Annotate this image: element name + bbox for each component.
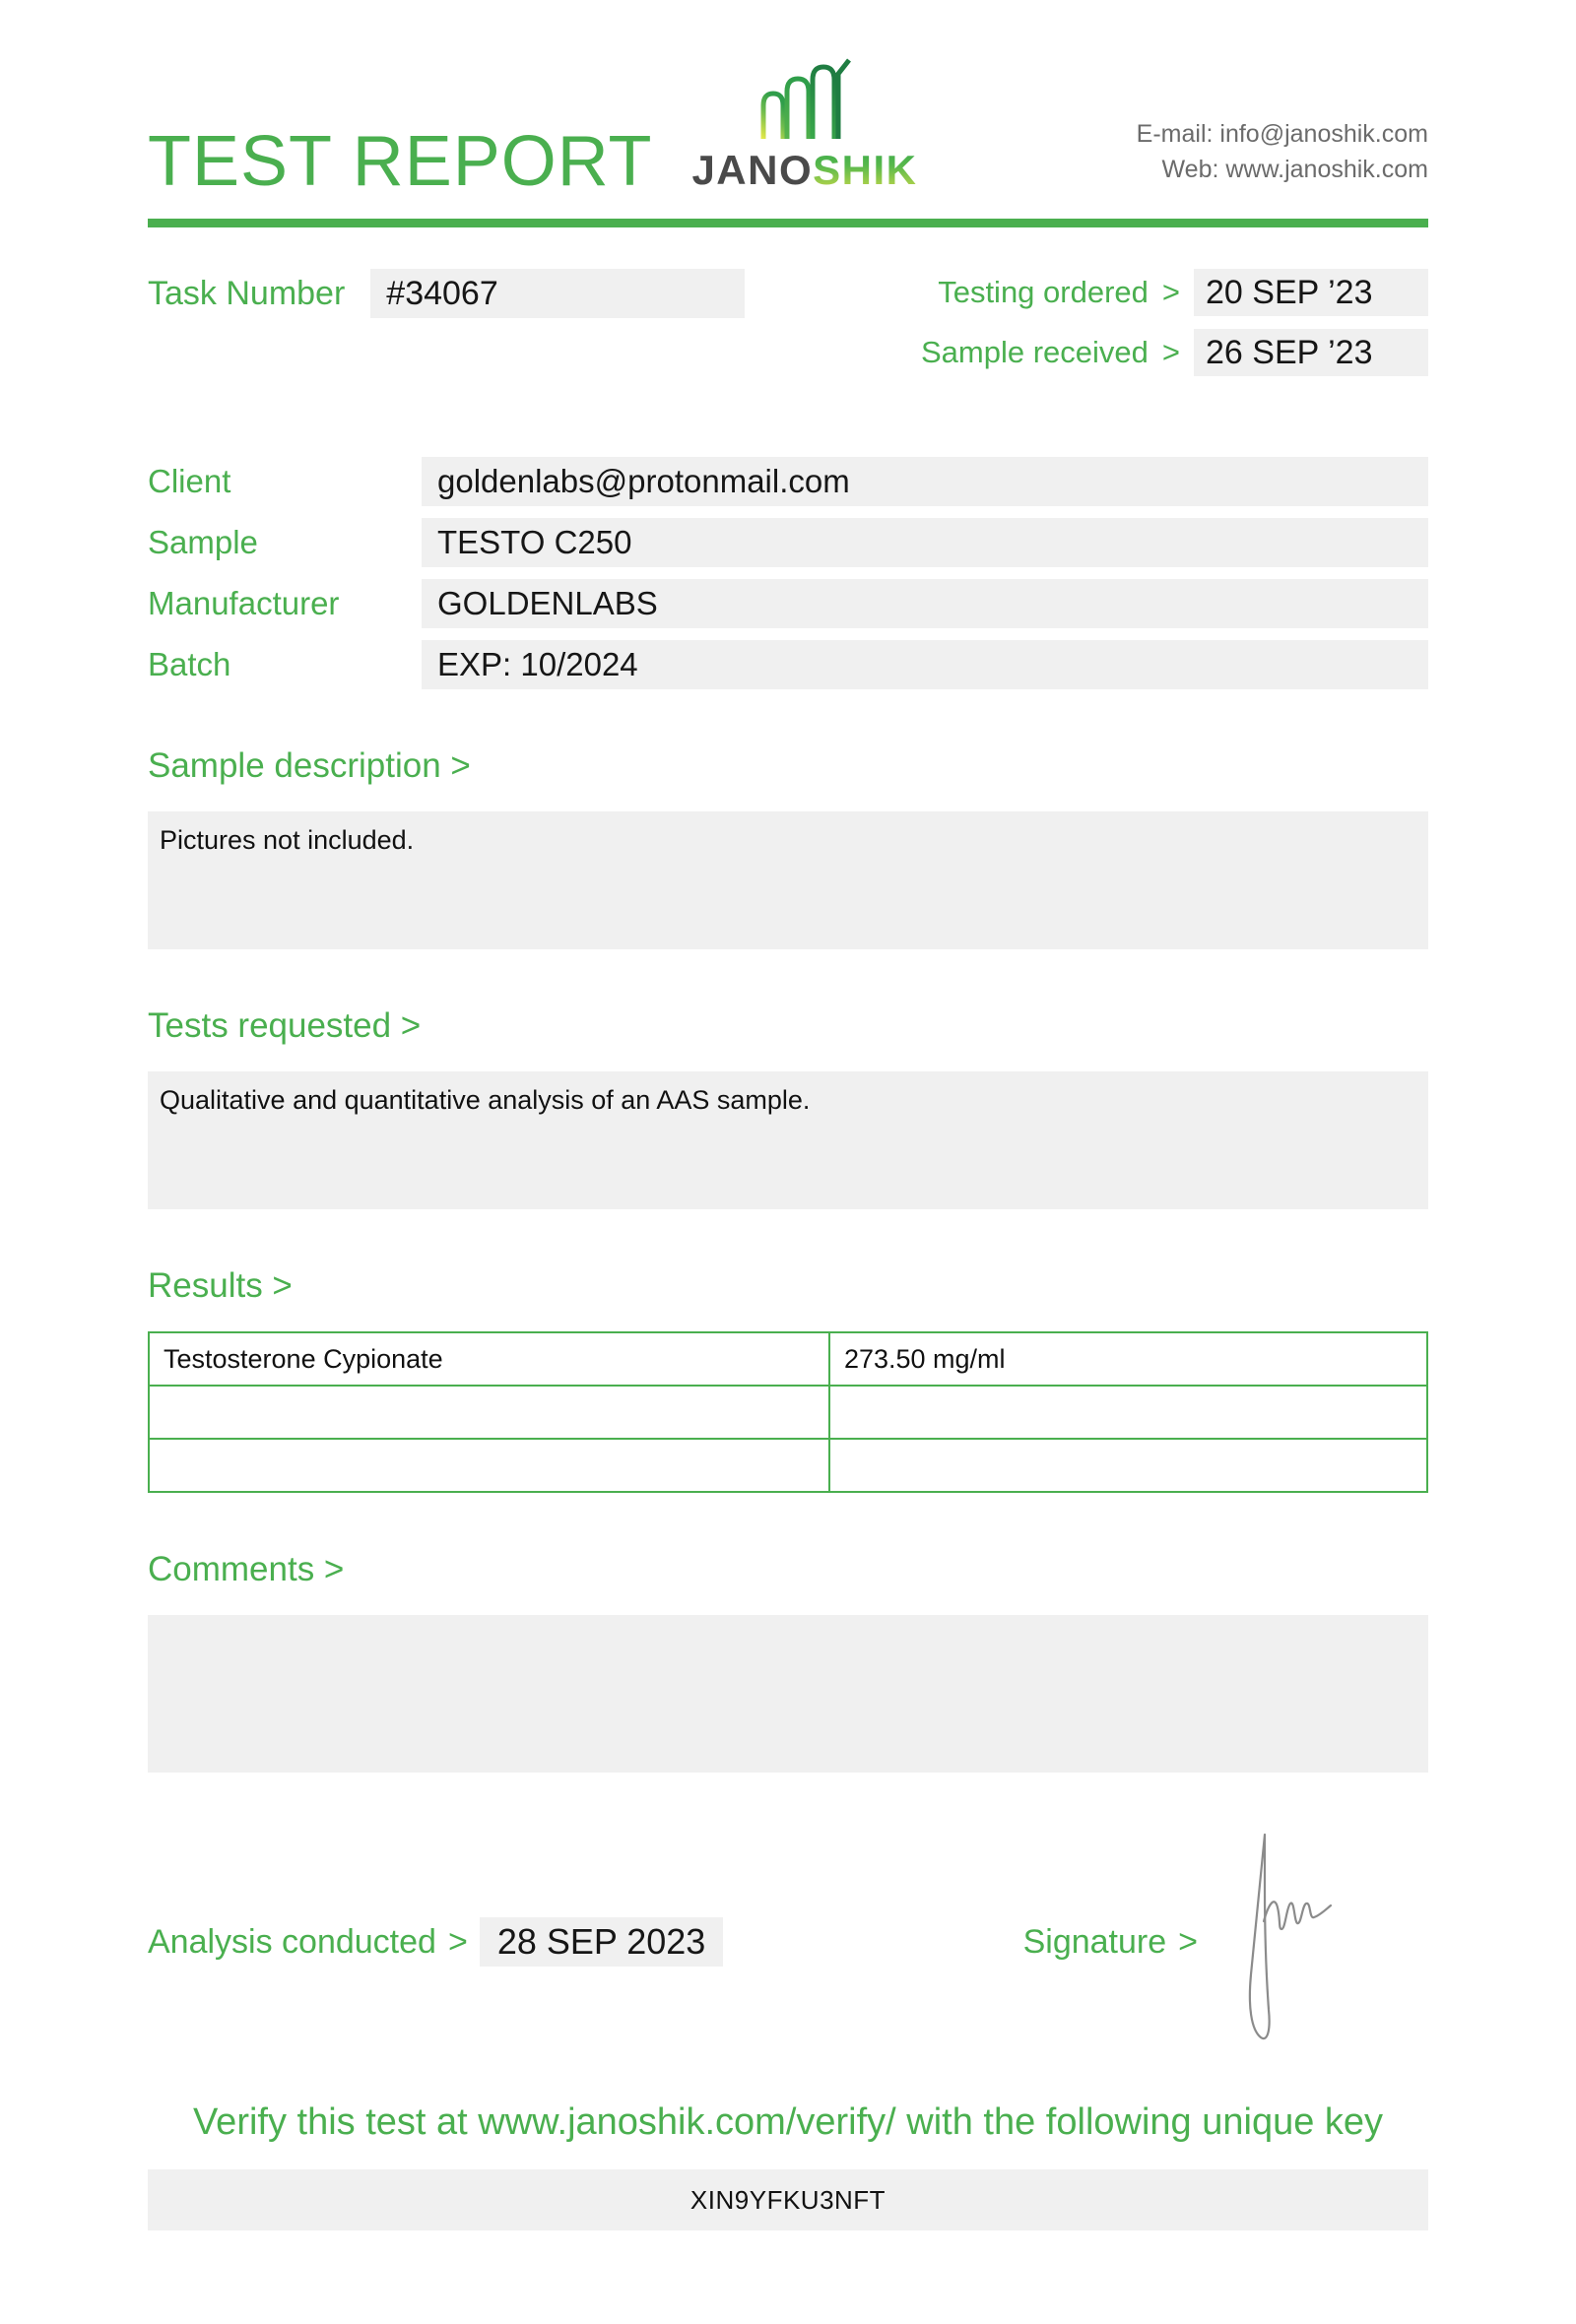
contact-email: E-mail: info@janoshik.com [1136, 120, 1428, 148]
tests-requested-section [148, 1006, 1428, 1209]
analysis-conducted-group [148, 1917, 723, 1967]
signature-mark-icon [1231, 1827, 1340, 2048]
contact-website: Web: www.janoshik.com [1161, 155, 1428, 183]
janoshik-logo [691, 58, 917, 191]
task-number-group [148, 269, 745, 318]
client-label: Client [148, 463, 231, 499]
tests-requested-body: Qualitative and quantitative analysis of an AAS sample. [148, 1071, 1428, 1209]
verify-instructions: Verify this test at www.janoshik.com/verify/ with the following unique key [192, 2101, 1384, 2143]
testing-ordered-value: 20 SEP ’23 [1194, 269, 1428, 316]
dates-group [921, 269, 1428, 376]
page-title: TEST REPORT [148, 122, 653, 201]
result-concentration-value [829, 1439, 1427, 1492]
task-and-dates-row [148, 269, 1428, 376]
sample-description-body: Pictures not included. [148, 811, 1428, 949]
comments-section [148, 1550, 1428, 1773]
batch-label: Batch [148, 646, 231, 682]
logo-word-jano: JANO [691, 147, 814, 193]
result-compound-name [149, 1386, 829, 1439]
result-compound-name: Testosterone Cypionate [149, 1332, 829, 1386]
table-row [149, 1439, 1427, 1492]
client-value: goldenlabs@protonmail.com [422, 457, 1428, 506]
sample-description-heading: Sample description > [148, 746, 471, 785]
chevron-right-icon: > [1161, 335, 1180, 369]
info-row-manufacturer [148, 579, 1428, 628]
chevron-right-icon: > [447, 1922, 468, 1961]
info-row-client [148, 457, 1428, 506]
sample-label: Sample [148, 524, 258, 560]
tests-requested-heading: Tests requested > [148, 1006, 422, 1045]
signature-label: Signature [1022, 1922, 1167, 1961]
result-compound-name [149, 1439, 829, 1492]
manufacturer-label: Manufacturer [148, 585, 340, 621]
logo-word-shik: SHIK [813, 147, 918, 193]
analysis-conducted-date: 28 SEP 2023 [480, 1917, 724, 1967]
sample-value: TESTO C250 [422, 518, 1428, 567]
task-number-value: #34067 [370, 269, 745, 318]
testing-ordered-label: Testing ordered [938, 275, 1149, 309]
comments-body [148, 1615, 1428, 1773]
table-row [149, 1332, 1427, 1386]
manufacturer-value: GOLDENLABS [422, 579, 1428, 628]
chevron-right-icon: > [1178, 1922, 1198, 1961]
signature-group [1023, 1837, 1340, 2048]
results-section [148, 1266, 1428, 1493]
result-concentration-value: 273.50 mg/ml [829, 1332, 1427, 1386]
contact-info [1137, 117, 1428, 187]
sample-info-block [148, 457, 1428, 689]
analysis-conducted-label: Analysis conducted [148, 1922, 436, 1961]
chevron-right-icon: > [1161, 275, 1180, 309]
signoff-row [148, 1863, 1428, 2021]
sample-received-label: Sample received [920, 335, 1149, 369]
bar-chart-logo-mark-icon [754, 58, 856, 148]
results-table [148, 1331, 1428, 1493]
sample-description-section [148, 746, 1428, 949]
info-row-sample [148, 518, 1428, 567]
title-block [148, 122, 653, 201]
task-number-label: Task Number [148, 274, 346, 312]
table-row [149, 1386, 1427, 1439]
comments-heading: Comments > [148, 1550, 345, 1588]
info-row-batch [148, 640, 1428, 689]
unique-key-value: XIN9YFKU3NFT [148, 2169, 1428, 2230]
sample-received-value: 26 SEP ’23 [1194, 329, 1428, 376]
page-header [148, 0, 1428, 201]
result-concentration-value [829, 1386, 1427, 1439]
testing-ordered-row [938, 269, 1428, 316]
sample-received-row [921, 329, 1428, 376]
results-heading: Results > [148, 1266, 293, 1305]
logo-wordmark [691, 147, 918, 193]
batch-value: EXP: 10/2024 [422, 640, 1428, 689]
header-divider [148, 219, 1428, 227]
